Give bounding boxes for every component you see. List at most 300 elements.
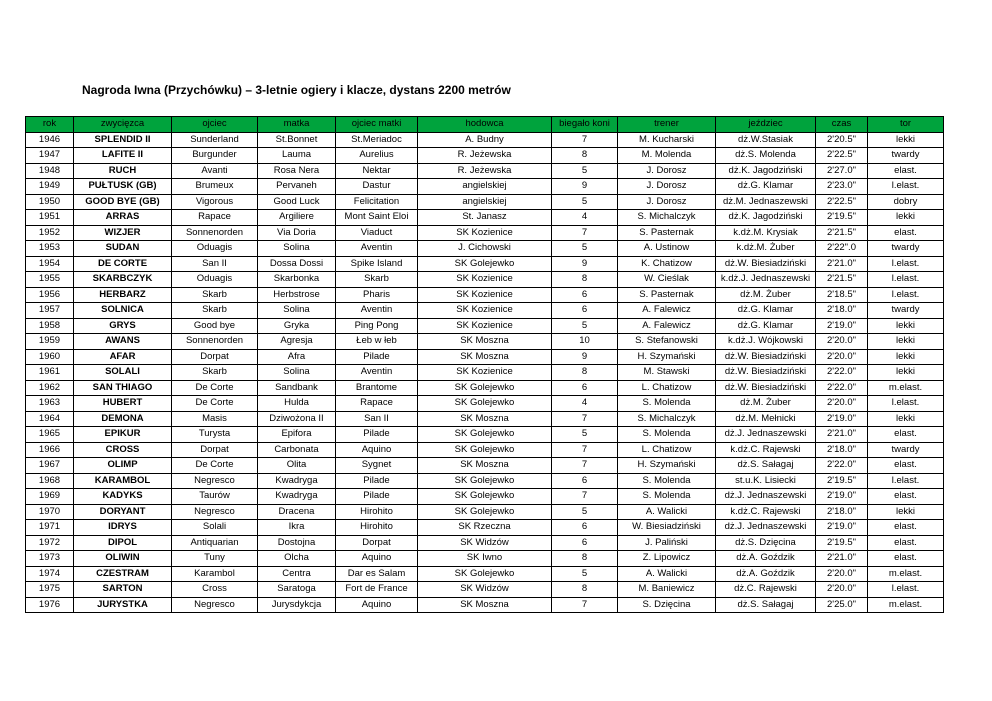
runners-cell: 5 xyxy=(552,194,618,210)
winner-cell: EPIKUR xyxy=(74,427,172,443)
breeder-cell: SK Golejewko xyxy=(418,380,552,396)
trainer-cell: M. Baniewicz xyxy=(618,582,716,598)
jockey-cell: dż.J. Jednaszewski xyxy=(716,520,816,536)
table-row xyxy=(26,473,944,489)
time-cell: 2'21.0" xyxy=(816,551,868,567)
table-row xyxy=(26,551,944,567)
time-cell: 2'18.0" xyxy=(816,303,868,319)
breeder-cell: SK Kozienice xyxy=(418,287,552,303)
column-header-ojciec-matki: ojciec matki xyxy=(336,117,418,133)
winner-cell: SOLNICA xyxy=(74,303,172,319)
column-header-hodowca: hodowca xyxy=(418,117,552,133)
winner-cell: SOLALI xyxy=(74,365,172,381)
breeder-cell: SK Golejewko xyxy=(418,566,552,582)
runners-cell: 6 xyxy=(552,520,618,536)
runners-cell: 8 xyxy=(552,272,618,288)
year-cell: 1950 xyxy=(26,194,74,210)
dam-cell: Solina xyxy=(258,241,336,257)
table-row xyxy=(26,194,944,210)
year-cell: 1968 xyxy=(26,473,74,489)
breeder-cell: SK Widzów xyxy=(418,582,552,598)
winner-cell: DORYANT xyxy=(74,504,172,520)
sire-cell: Negresco xyxy=(172,473,258,489)
column-header-tor: tor xyxy=(868,117,944,133)
sire-cell: Negresco xyxy=(172,504,258,520)
dam-sire-cell: Spike Island xyxy=(336,256,418,272)
time-cell: 2'23.0" xyxy=(816,179,868,195)
track-cell: twardy xyxy=(868,442,944,458)
jockey-cell: k.dż.M. Żuber xyxy=(716,241,816,257)
year-cell: 1966 xyxy=(26,442,74,458)
breeder-cell: SK Golejewko xyxy=(418,396,552,412)
track-cell: l.elast. xyxy=(868,473,944,489)
time-cell: 2'19.5" xyxy=(816,210,868,226)
track-cell: lekki xyxy=(868,411,944,427)
runners-cell: 10 xyxy=(552,334,618,350)
runners-cell: 7 xyxy=(552,132,618,148)
winner-cell: CROSS xyxy=(74,442,172,458)
trainer-cell: J. Paliński xyxy=(618,535,716,551)
track-cell: lekki xyxy=(868,334,944,350)
jockey-cell: k.dż.C. Rajewski xyxy=(716,504,816,520)
trainer-cell: Z. Lipowicz xyxy=(618,551,716,567)
sire-cell: Negresco xyxy=(172,597,258,613)
dam-cell: Agresja xyxy=(258,334,336,350)
jockey-cell: dż.W. Biesiadziński xyxy=(716,349,816,365)
sire-cell: Skarb xyxy=(172,303,258,319)
dam-cell: Centra xyxy=(258,566,336,582)
sire-cell: Sunderland xyxy=(172,132,258,148)
track-cell: elast. xyxy=(868,225,944,241)
time-cell: 2'20.0" xyxy=(816,396,868,412)
sire-cell: Vigorous xyxy=(172,194,258,210)
time-cell: 2'22".0 xyxy=(816,241,868,257)
column-header-czas: czas xyxy=(816,117,868,133)
sire-cell: De Corte xyxy=(172,380,258,396)
time-cell: 2'22.0" xyxy=(816,380,868,396)
breeder-cell: SK Moszna xyxy=(418,597,552,613)
dam-cell: Dossa Dossi xyxy=(258,256,336,272)
sire-cell: Good bye xyxy=(172,318,258,334)
dam-sire-cell: Hirohito xyxy=(336,520,418,536)
jockey-cell: dż.J. Jednaszewski xyxy=(716,489,816,505)
dam-cell: Via Doria xyxy=(258,225,336,241)
trainer-cell: S. Molenda xyxy=(618,489,716,505)
breeder-cell: SK Moszna xyxy=(418,411,552,427)
trainer-cell: M. Molenda xyxy=(618,148,716,164)
table-row xyxy=(26,489,944,505)
trainer-cell: H. Szymański xyxy=(618,349,716,365)
track-cell: l.elast. xyxy=(868,582,944,598)
dam-cell: Rosa Nera xyxy=(258,163,336,179)
trainer-cell: M. Kucharski xyxy=(618,132,716,148)
sire-cell: Brumeux xyxy=(172,179,258,195)
track-cell: l.elast. xyxy=(868,179,944,195)
year-cell: 1959 xyxy=(26,334,74,350)
table-row xyxy=(26,380,944,396)
track-cell: elast. xyxy=(868,163,944,179)
year-cell: 1956 xyxy=(26,287,74,303)
dam-cell: Dziwożona II xyxy=(258,411,336,427)
runners-cell: 7 xyxy=(552,489,618,505)
table-row xyxy=(26,458,944,474)
year-cell: 1958 xyxy=(26,318,74,334)
jockey-cell: dż.J. Jednaszewski xyxy=(716,427,816,443)
track-cell: elast. xyxy=(868,520,944,536)
sire-cell: Burgunder xyxy=(172,148,258,164)
year-cell: 1967 xyxy=(26,458,74,474)
table-row xyxy=(26,365,944,381)
sire-cell: Cross xyxy=(172,582,258,598)
jockey-cell: dż.M. Mełnicki xyxy=(716,411,816,427)
breeder-cell: SK Golejewko xyxy=(418,489,552,505)
trainer-cell: L. Chatizow xyxy=(618,442,716,458)
runners-cell: 7 xyxy=(552,442,618,458)
trainer-cell: J. Dorosz xyxy=(618,163,716,179)
column-header-ojciec: ojciec xyxy=(172,117,258,133)
year-cell: 1955 xyxy=(26,272,74,288)
table-row xyxy=(26,535,944,551)
year-cell: 1972 xyxy=(26,535,74,551)
breeder-cell: angielskiej xyxy=(418,194,552,210)
sire-cell: Taurów xyxy=(172,489,258,505)
breeder-cell: SK Golejewko xyxy=(418,427,552,443)
time-cell: 2'18.5" xyxy=(816,287,868,303)
jockey-cell: dż.M. Żuber xyxy=(716,287,816,303)
sire-cell: Oduagis xyxy=(172,241,258,257)
winner-cell: IDRYS xyxy=(74,520,172,536)
jockey-cell: dż.W.Stasiak xyxy=(716,132,816,148)
dam-sire-cell: Brantome xyxy=(336,380,418,396)
table-row xyxy=(26,520,944,536)
sire-cell: San II xyxy=(172,256,258,272)
jockey-cell: st.u.K. Lisiecki xyxy=(716,473,816,489)
winner-cell: HERBARZ xyxy=(74,287,172,303)
dam-cell: Olcha xyxy=(258,551,336,567)
track-cell: elast. xyxy=(868,489,944,505)
year-cell: 1969 xyxy=(26,489,74,505)
dam-sire-cell: Dar es Salam xyxy=(336,566,418,582)
breeder-cell: SK Moszna xyxy=(418,334,552,350)
trainer-cell: S. Molenda xyxy=(618,473,716,489)
trainer-cell: L. Chatizow xyxy=(618,380,716,396)
track-cell: l.elast. xyxy=(868,256,944,272)
runners-cell: 5 xyxy=(552,241,618,257)
breeder-cell: SK Kozienice xyxy=(418,225,552,241)
jockey-cell: dż.S. Sałagaj xyxy=(716,597,816,613)
table-row xyxy=(26,582,944,598)
jockey-cell: dż.M. Jednaszewski xyxy=(716,194,816,210)
breeder-cell: angielskiej xyxy=(418,179,552,195)
year-cell: 1971 xyxy=(26,520,74,536)
sire-cell: Antiquarian xyxy=(172,535,258,551)
winner-cell: GOOD BYE (GB) xyxy=(74,194,172,210)
runners-cell: 5 xyxy=(552,163,618,179)
dam-cell: Epifora xyxy=(258,427,336,443)
year-cell: 1953 xyxy=(26,241,74,257)
track-cell: elast. xyxy=(868,551,944,567)
jockey-cell: dż.S. Molenda xyxy=(716,148,816,164)
year-cell: 1954 xyxy=(26,256,74,272)
time-cell: 2'25.0" xyxy=(816,597,868,613)
breeder-cell: SK Golejewko xyxy=(418,473,552,489)
dam-sire-cell: Łeb w łeb xyxy=(336,334,418,350)
dam-cell: Hulda xyxy=(258,396,336,412)
year-cell: 1976 xyxy=(26,597,74,613)
table-row xyxy=(26,504,944,520)
sire-cell: Solali xyxy=(172,520,258,536)
time-cell: 2'22.5" xyxy=(816,148,868,164)
jockey-cell: k.dż.C. Rajewski xyxy=(716,442,816,458)
runners-cell: 6 xyxy=(552,380,618,396)
dam-sire-cell: Nektar xyxy=(336,163,418,179)
winner-cell: LAFITE II xyxy=(74,148,172,164)
trainer-cell: S. Dzięcina xyxy=(618,597,716,613)
results-table xyxy=(25,116,944,613)
breeder-cell: SK Golejewko xyxy=(418,504,552,520)
table-row xyxy=(26,597,944,613)
sire-cell: Dorpat xyxy=(172,349,258,365)
table-row xyxy=(26,442,944,458)
dam-sire-cell: Aventin xyxy=(336,365,418,381)
trainer-cell: S. Michalczyk xyxy=(618,210,716,226)
runners-cell: 8 xyxy=(552,582,618,598)
dam-cell: Saratoga xyxy=(258,582,336,598)
dam-sire-cell: Pilade xyxy=(336,489,418,505)
runners-cell: 7 xyxy=(552,597,618,613)
breeder-cell: SK Kozienice xyxy=(418,272,552,288)
dam-sire-cell: Aquino xyxy=(336,551,418,567)
year-cell: 1961 xyxy=(26,365,74,381)
table-row xyxy=(26,148,944,164)
winner-cell: CZESTRAM xyxy=(74,566,172,582)
dam-sire-cell: Aventin xyxy=(336,241,418,257)
time-cell: 2'20.0" xyxy=(816,582,868,598)
dam-sire-cell: Pilade xyxy=(336,473,418,489)
sire-cell: Sonnenorden xyxy=(172,225,258,241)
breeder-cell: SK Rzeczna xyxy=(418,520,552,536)
table-row xyxy=(26,318,944,334)
jockey-cell: k.dż.M. Krysiak xyxy=(716,225,816,241)
sire-cell: Masis xyxy=(172,411,258,427)
column-header-jezdziec: jeździec xyxy=(716,117,816,133)
track-cell: dobry xyxy=(868,194,944,210)
track-cell: twardy xyxy=(868,303,944,319)
dam-sire-cell: Skarb xyxy=(336,272,418,288)
column-header-matka: matka xyxy=(258,117,336,133)
dam-sire-cell: San II xyxy=(336,411,418,427)
track-cell: m.elast. xyxy=(868,597,944,613)
table-row xyxy=(26,396,944,412)
time-cell: 2'19.0" xyxy=(816,520,868,536)
table-row xyxy=(26,566,944,582)
year-cell: 1962 xyxy=(26,380,74,396)
dam-sire-cell: Pharis xyxy=(336,287,418,303)
trainer-cell: S. Michalczyk xyxy=(618,411,716,427)
jockey-cell: dż.M. Żuber xyxy=(716,396,816,412)
winner-cell: HUBERT xyxy=(74,396,172,412)
trainer-cell: A. Falewicz xyxy=(618,318,716,334)
track-cell: elast. xyxy=(868,458,944,474)
breeder-cell: SK Kozienice xyxy=(418,365,552,381)
trainer-cell: A. Walicki xyxy=(618,566,716,582)
page-title: Nagroda Iwna (Przychówku) – 3-letnie ogiery i klacze, dystans 2200 metrów xyxy=(82,83,511,97)
dam-cell: Olita xyxy=(258,458,336,474)
dam-cell: Lauma xyxy=(258,148,336,164)
winner-cell: OLIMP xyxy=(74,458,172,474)
winner-cell: AFAR xyxy=(74,349,172,365)
year-cell: 1951 xyxy=(26,210,74,226)
year-cell: 1949 xyxy=(26,179,74,195)
jockey-cell: dż.S. Dzięcina xyxy=(716,535,816,551)
jockey-cell: dż.K. Jagodziński xyxy=(716,163,816,179)
time-cell: 2'19.5" xyxy=(816,473,868,489)
sire-cell: Karambol xyxy=(172,566,258,582)
time-cell: 2'18.0" xyxy=(816,442,868,458)
dam-cell: Sandbank xyxy=(258,380,336,396)
sire-cell: Rapace xyxy=(172,210,258,226)
dam-cell: Dostojna xyxy=(258,535,336,551)
winner-cell: KADYKS xyxy=(74,489,172,505)
year-cell: 1965 xyxy=(26,427,74,443)
dam-cell: Carbonata xyxy=(258,442,336,458)
runners-cell: 4 xyxy=(552,210,618,226)
track-cell: twardy xyxy=(868,241,944,257)
breeder-cell: J. Cichowski xyxy=(418,241,552,257)
sire-cell: Skarb xyxy=(172,287,258,303)
track-cell: lekki xyxy=(868,132,944,148)
runners-cell: 8 xyxy=(552,551,618,567)
time-cell: 2'20.0" xyxy=(816,349,868,365)
track-cell: lekki xyxy=(868,349,944,365)
trainer-cell: J. Dorosz xyxy=(618,179,716,195)
year-cell: 1952 xyxy=(26,225,74,241)
table-row xyxy=(26,303,944,319)
dam-cell: Afra xyxy=(258,349,336,365)
sire-cell: Skarb xyxy=(172,365,258,381)
dam-sire-cell: Aquino xyxy=(336,597,418,613)
time-cell: 2'19.0" xyxy=(816,489,868,505)
time-cell: 2'22.0" xyxy=(816,458,868,474)
year-cell: 1970 xyxy=(26,504,74,520)
table-row xyxy=(26,241,944,257)
sire-cell: Avanti xyxy=(172,163,258,179)
jockey-cell: dż.G. Klamar xyxy=(716,318,816,334)
trainer-cell: S. Molenda xyxy=(618,427,716,443)
runners-cell: 7 xyxy=(552,411,618,427)
sire-cell: De Corte xyxy=(172,458,258,474)
trainer-cell: M. Stawski xyxy=(618,365,716,381)
jockey-cell: dż.K. Jagodziński xyxy=(716,210,816,226)
time-cell: 2'22.5" xyxy=(816,194,868,210)
column-header-zwyciezca: zwycięzca xyxy=(74,117,172,133)
dam-sire-cell: Dorpat xyxy=(336,535,418,551)
year-cell: 1957 xyxy=(26,303,74,319)
year-cell: 1963 xyxy=(26,396,74,412)
year-cell: 1973 xyxy=(26,551,74,567)
runners-cell: 6 xyxy=(552,473,618,489)
dam-sire-cell: Mont Saint Eloi xyxy=(336,210,418,226)
winner-cell: SUDAN xyxy=(74,241,172,257)
sire-cell: Oduagis xyxy=(172,272,258,288)
runners-cell: 5 xyxy=(552,566,618,582)
time-cell: 2'20.0" xyxy=(816,566,868,582)
breeder-cell: St. Janasz xyxy=(418,210,552,226)
runners-cell: 5 xyxy=(552,318,618,334)
winner-cell: GRYS xyxy=(74,318,172,334)
sire-cell: Dorpat xyxy=(172,442,258,458)
track-cell: elast. xyxy=(868,427,944,443)
table-row xyxy=(26,411,944,427)
trainer-cell: S. Molenda xyxy=(618,396,716,412)
year-cell: 1946 xyxy=(26,132,74,148)
jockey-cell: dż.W. Biesiadziński xyxy=(716,256,816,272)
dam-cell: Jurysdykcja xyxy=(258,597,336,613)
breeder-cell: SK Moszna xyxy=(418,349,552,365)
dam-cell: Pervaneh xyxy=(258,179,336,195)
time-cell: 2'21.5" xyxy=(816,225,868,241)
track-cell: lekki xyxy=(868,210,944,226)
trainer-cell: J. Dorosz xyxy=(618,194,716,210)
winner-cell: SKARBCZYK xyxy=(74,272,172,288)
track-cell: lekki xyxy=(868,318,944,334)
dam-sire-cell: St.Meriadoc xyxy=(336,132,418,148)
breeder-cell: R. Jeżewska xyxy=(418,163,552,179)
jockey-cell: dż.A. Goździk xyxy=(716,566,816,582)
breeder-cell: SK Kozienice xyxy=(418,303,552,319)
dam-cell: Argiliere xyxy=(258,210,336,226)
sire-cell: Sonnenorden xyxy=(172,334,258,350)
jockey-cell: dż.S. Sałagaj xyxy=(716,458,816,474)
jockey-cell: dż.W. Biesiadziński xyxy=(716,380,816,396)
runners-cell: 9 xyxy=(552,256,618,272)
dam-sire-cell: Aventin xyxy=(336,303,418,319)
winner-cell: WIZJER xyxy=(74,225,172,241)
track-cell: l.elast. xyxy=(868,272,944,288)
table-body xyxy=(26,132,944,613)
jockey-cell: k.dż.J. Jednaszewski xyxy=(716,272,816,288)
dam-cell: Solina xyxy=(258,365,336,381)
runners-cell: 8 xyxy=(552,148,618,164)
trainer-cell: S. Pasternak xyxy=(618,225,716,241)
time-cell: 2'27.0" xyxy=(816,163,868,179)
sire-cell: Tuny xyxy=(172,551,258,567)
time-cell: 2'18.0" xyxy=(816,504,868,520)
table-row xyxy=(26,225,944,241)
runners-cell: 6 xyxy=(552,303,618,319)
time-cell: 2'22.0" xyxy=(816,365,868,381)
track-cell: lekki xyxy=(868,365,944,381)
jockey-cell: dż.C. Rajewski xyxy=(716,582,816,598)
dam-sire-cell: Aquino xyxy=(336,442,418,458)
dam-cell: Solina xyxy=(258,303,336,319)
track-cell: twardy xyxy=(868,148,944,164)
jockey-cell: dż.G. Klamar xyxy=(716,179,816,195)
trainer-cell: A. Falewicz xyxy=(618,303,716,319)
dam-sire-cell: Felicitation xyxy=(336,194,418,210)
dam-sire-cell: Viaduct xyxy=(336,225,418,241)
year-cell: 1947 xyxy=(26,148,74,164)
trainer-cell: A. Ustinow xyxy=(618,241,716,257)
column-header-rok: rok xyxy=(26,117,74,133)
dam-sire-cell: Rapace xyxy=(336,396,418,412)
table-row xyxy=(26,349,944,365)
trainer-cell: W. Biesiadziński xyxy=(618,520,716,536)
runners-cell: 9 xyxy=(552,349,618,365)
winner-cell: KARAMBOL xyxy=(74,473,172,489)
winner-cell: RUCH xyxy=(74,163,172,179)
runners-cell: 6 xyxy=(552,535,618,551)
